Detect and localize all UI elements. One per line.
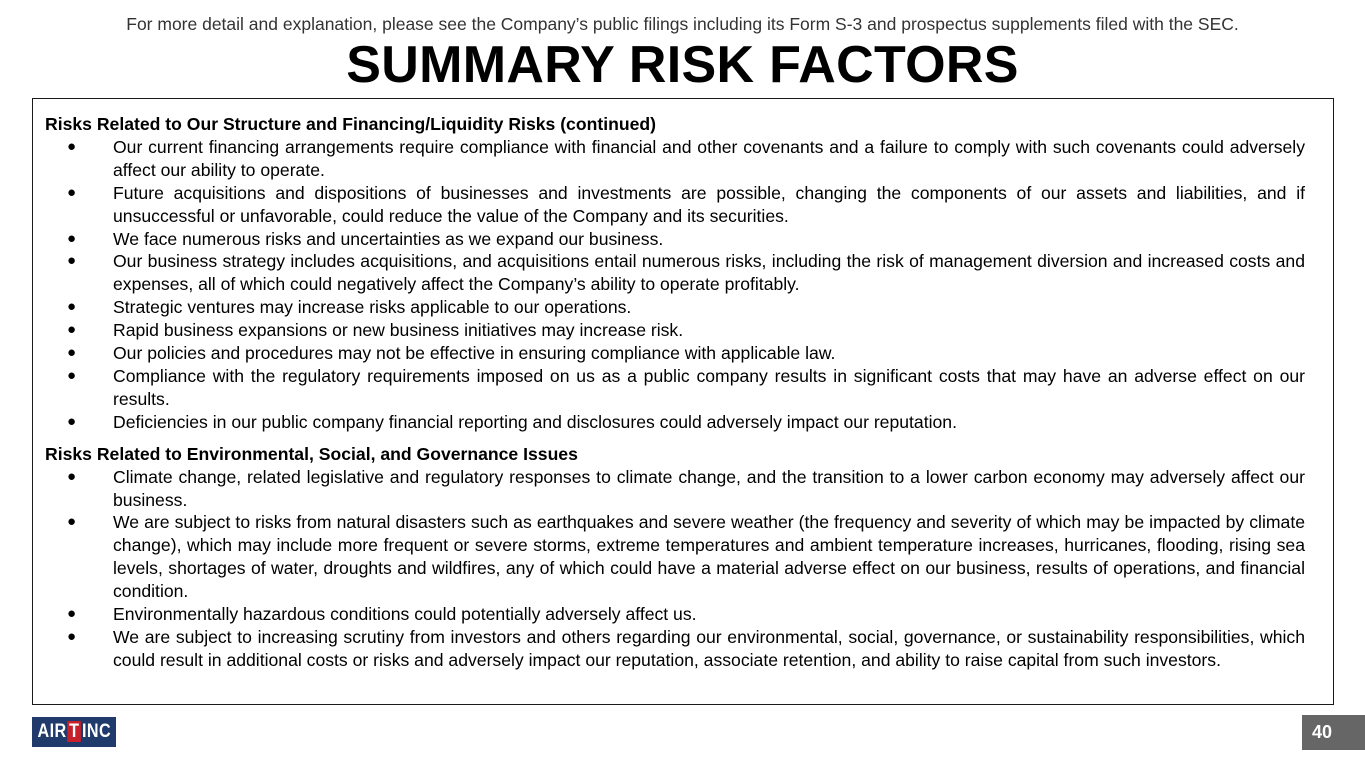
bullet-icon: ● <box>67 412 77 430</box>
risk-factors-box <box>32 98 1334 705</box>
list-item <box>45 466 1305 512</box>
bullet-icon: ● <box>67 229 77 247</box>
bullet-icon: ● <box>67 627 77 645</box>
list-item <box>45 182 1305 228</box>
list-item-text: We face numerous risks and uncertainties as we expand our business. <box>113 228 664 249</box>
bullet-icon: ● <box>67 252 77 270</box>
disclaimer-text: For more detail and explanation, please see the Company’s public filings including its Form S-3 and prospectus supplements filed with the SEC. <box>126 14 1239 34</box>
list-item <box>45 411 1305 434</box>
list-item-text: Deficiencies in our public company financial reporting and disclosures could adversely impact our reputation. <box>113 411 957 432</box>
list-item-text: Strategic ventures may increase risks applicable to our operations. <box>113 297 632 318</box>
list-item-text: We are subject to increasing scrutiny from investors and others regarding our environmental, social, governance, or sustainability responsibilities, which could result in additional costs or risks and adversely impact our reputation, associate retention, and ability to raise capital from such investors. <box>113 626 1305 670</box>
list-item <box>45 511 1305 603</box>
list-item-text: Our business strategy includes acquisitions, and acquisitions entail numerous risks, including the risk of management diversion and increased costs and expenses, all of which could negatively affect the Company’s ability to operate profitably. <box>113 251 1305 295</box>
list-item <box>45 626 1305 672</box>
page-title: SUMMARY RISK FACTORS <box>346 36 1019 94</box>
bullet-icon: ● <box>67 137 77 155</box>
logo-text-inc: INC <box>81 721 111 742</box>
list-item-text: Our current financing arrangements require compliance with financial and other covenants and a failure to comply with such covenants could adversely affect our ability to operate. <box>113 136 1305 180</box>
risk-list-esg <box>45 466 1305 672</box>
bullet-icon: ● <box>67 605 77 623</box>
list-item <box>45 228 1305 251</box>
bullet-icon: ● <box>67 344 77 362</box>
list-item <box>45 342 1305 365</box>
list-item <box>45 365 1305 411</box>
bullet-icon: ● <box>67 513 77 531</box>
bullet-icon: ● <box>67 467 77 485</box>
list-item-text: Compliance with the regulatory requirements imposed on us as a public company results in significant costs that may have an adverse effect on our results. <box>113 365 1305 409</box>
list-item <box>45 603 1305 626</box>
list-item <box>45 319 1305 342</box>
list-item <box>45 296 1305 319</box>
list-item-text: Environmentally hazardous conditions could potentially adversely affect us. <box>113 604 697 625</box>
logo-wordmark <box>37 721 111 743</box>
list-item-text: We are subject to risks from natural disasters such as earthquakes and severe weather (the frequency and severity of which may be impacted by climate change), which may include more frequent or severe storms, extreme temperatures and ambient temperature increases, hurricanes, flooding, rising sea levels, shortages of water, droughts and wildfires, any of which could have a material adverse effect on our business, results of operations, and financial condition. <box>113 512 1305 602</box>
bullet-icon: ● <box>67 321 77 339</box>
logo-text-air: AIR <box>37 721 67 742</box>
list-item-text: Our policies and procedures may not be effective in ensuring compliance with applicable law. <box>113 343 836 364</box>
bullet-icon: ● <box>67 298 77 316</box>
list-item <box>45 136 1305 182</box>
logo-text-t: T <box>68 721 80 742</box>
page-number: 40 <box>1302 715 1365 750</box>
list-item <box>45 250 1305 296</box>
bullet-icon: ● <box>67 183 77 201</box>
bullet-icon: ● <box>67 366 77 384</box>
list-item-text: Rapid business expansions or new business initiatives may increase risk. <box>113 320 684 341</box>
list-item-text: Future acquisitions and dispositions of businesses and investments are possible, changing the components of our assets and liabilities, and if unsuccessful or unfavorable, could reduce the value of the Company and its securities. <box>113 182 1305 226</box>
section-heading-esg: Risks Related to Environmental, Social, and Governance Issues <box>45 443 578 464</box>
risk-list-structure-financing <box>45 136 1305 434</box>
airt-logo <box>32 717 116 747</box>
section-heading-structure-financing: Risks Related to Our Structure and Financing/Liquidity Risks (continued) <box>45 114 656 134</box>
list-item-text: Climate change, related legislative and regulatory responses to climate change, and the transition to a lower carbon economy may adversely affect our business. <box>113 466 1305 510</box>
